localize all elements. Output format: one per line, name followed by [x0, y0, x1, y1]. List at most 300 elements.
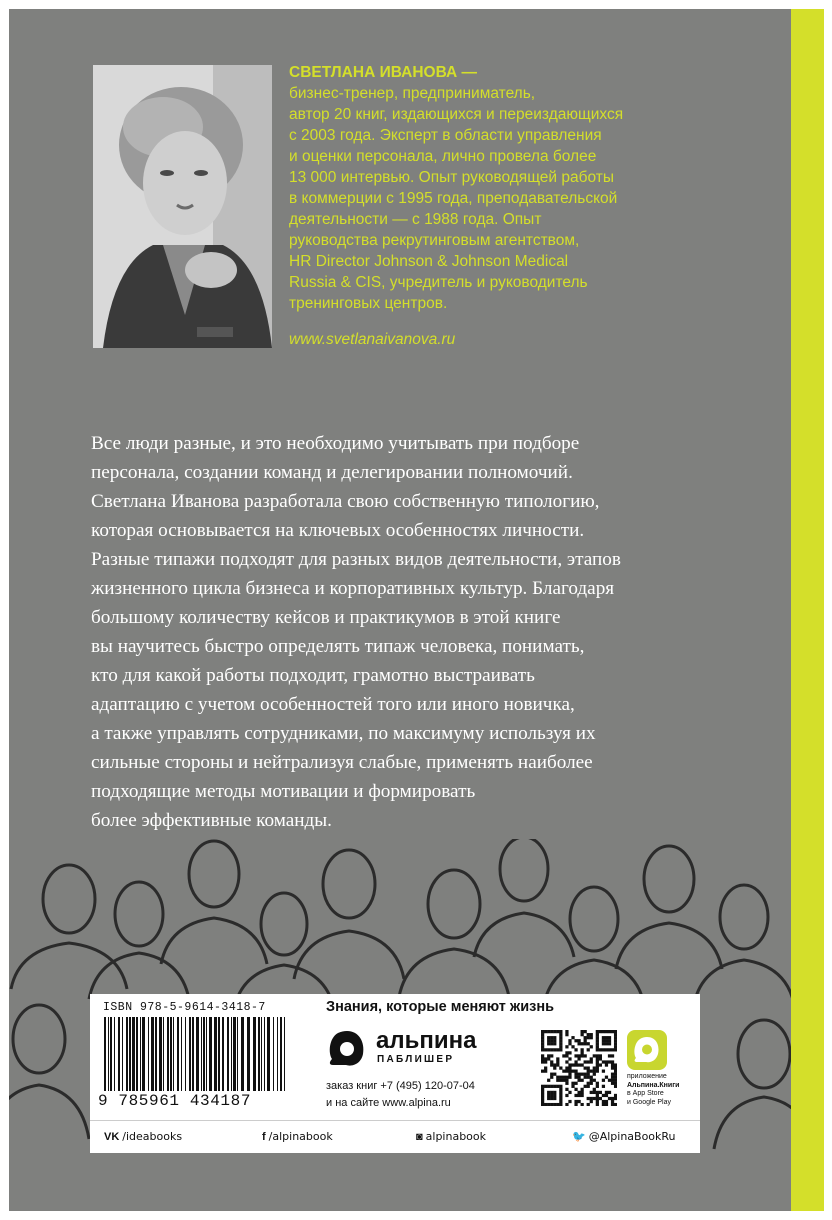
qr-module	[614, 1103, 617, 1106]
qr-module	[565, 1051, 568, 1054]
qr-module	[590, 1033, 593, 1036]
crowd-person	[544, 887, 644, 1004]
qr-module	[590, 1060, 593, 1063]
qr-module	[602, 1094, 605, 1097]
qr-module	[550, 1063, 553, 1066]
qr-module	[556, 1048, 559, 1051]
qr-module	[611, 1073, 614, 1076]
social-instagram-label: alpinabook	[425, 1130, 487, 1143]
qr-module	[565, 1070, 568, 1073]
barcode-bar	[181, 1017, 182, 1091]
qr-module	[581, 1030, 584, 1033]
publisher-subname: ПАБЛИШЕР	[377, 1054, 455, 1065]
qr-module	[587, 1097, 590, 1100]
qr-module	[608, 1097, 611, 1100]
qr-module	[544, 1085, 547, 1088]
qr-module	[608, 1048, 611, 1051]
qr-module	[565, 1094, 568, 1097]
qr-module	[556, 1076, 559, 1079]
qr-module	[596, 1036, 599, 1039]
qr-module	[550, 1039, 553, 1042]
qr-module	[587, 1082, 590, 1085]
qr-module	[611, 1082, 614, 1085]
qr-module	[602, 1030, 605, 1033]
qr-module	[577, 1039, 580, 1042]
qr-module	[559, 1100, 562, 1103]
qr-module	[599, 1048, 602, 1051]
qr-module	[596, 1066, 599, 1069]
qr-module	[574, 1070, 577, 1073]
qr-module	[559, 1079, 562, 1082]
qr-module	[544, 1057, 547, 1060]
qr-module	[577, 1079, 580, 1082]
qr-module	[596, 1033, 599, 1036]
qr-module	[584, 1076, 587, 1079]
qr-module	[568, 1063, 571, 1066]
barcode-bar	[155, 1017, 157, 1091]
barcode-bar	[118, 1017, 120, 1091]
qr-module	[605, 1048, 608, 1051]
qr-module	[553, 1073, 556, 1076]
barcode-bar	[196, 1017, 199, 1091]
qr-module	[614, 1094, 617, 1097]
qr-module	[571, 1036, 574, 1039]
qr-module	[614, 1033, 617, 1036]
description-line: адаптацию с учетом особенностей того или иного новичка,	[91, 694, 575, 715]
qr-module	[559, 1076, 562, 1079]
qr-module	[541, 1030, 544, 1033]
crowd-person	[9, 1005, 89, 1139]
qr-module	[608, 1030, 611, 1033]
barcode-bar	[277, 1017, 278, 1091]
qr-module	[553, 1030, 556, 1033]
qr-module	[593, 1088, 596, 1091]
qr-module	[547, 1085, 550, 1088]
description-line: персонала, создании команд и делегировании полномочий.	[91, 462, 573, 483]
qr-module	[574, 1103, 577, 1106]
barcode-bar	[132, 1017, 135, 1091]
qr-module	[596, 1070, 599, 1073]
qr-module	[584, 1060, 587, 1063]
description-line: а также управлять сотрудниками, по максимуму используя их	[91, 723, 596, 744]
qr-module	[568, 1039, 571, 1042]
barcode-bar	[280, 1017, 282, 1091]
qr-module	[602, 1039, 605, 1042]
qr-module	[574, 1076, 577, 1079]
barcode-bar	[177, 1017, 179, 1091]
qr-module	[559, 1042, 562, 1045]
qr-module	[602, 1100, 605, 1103]
qr-module	[590, 1076, 593, 1079]
barcode-image	[102, 1017, 292, 1091]
qr-module	[581, 1094, 584, 1097]
qr-module	[596, 1082, 599, 1085]
qr-module	[611, 1100, 614, 1103]
qr-module	[544, 1048, 547, 1051]
qr-module	[547, 1048, 550, 1051]
qr-module	[590, 1045, 593, 1048]
qr-module	[577, 1063, 580, 1066]
barcode-bar	[170, 1017, 172, 1091]
qr-module	[568, 1073, 571, 1076]
social-vk-link[interactable]	[104, 1130, 182, 1143]
author-bio-line: руководства рекрутинговым агентством,	[289, 232, 580, 249]
qr-module	[550, 1060, 553, 1063]
qr-module	[614, 1039, 617, 1042]
qr-module	[547, 1036, 550, 1039]
qr-module	[550, 1054, 553, 1057]
author-bio-line: и оценки персонала, лично провела более	[289, 148, 597, 165]
qr-module	[608, 1060, 611, 1063]
qr-module	[553, 1048, 556, 1051]
crowd-person	[714, 1020, 791, 1149]
qr-module	[596, 1048, 599, 1051]
description-line: Все люди разные, и это необходимо учитывать при подборе	[91, 433, 580, 454]
qr-module	[611, 1063, 614, 1066]
qr-module	[541, 1060, 544, 1063]
qr-module	[550, 1085, 553, 1088]
qr-module	[614, 1063, 617, 1066]
qr-module	[559, 1036, 562, 1039]
barcode-bar	[264, 1017, 265, 1091]
qr-module	[587, 1036, 590, 1039]
qr-module	[574, 1048, 577, 1051]
barcode-bar	[114, 1017, 115, 1091]
qr-module	[602, 1048, 605, 1051]
qr-module	[581, 1048, 584, 1051]
qr-module	[587, 1103, 590, 1106]
qr-module	[568, 1076, 571, 1079]
qr-module	[541, 1057, 544, 1060]
qr-module	[614, 1076, 617, 1079]
barcode-bar	[189, 1017, 191, 1091]
barcode-bar	[148, 1017, 149, 1091]
qr-module	[581, 1088, 584, 1091]
qr-module	[581, 1073, 584, 1076]
qr-module	[574, 1060, 577, 1063]
crowd-person	[616, 846, 722, 969]
qr-module	[584, 1030, 587, 1033]
qr-module	[608, 1036, 611, 1039]
qr-module	[596, 1103, 599, 1106]
author-bio-line: Russia & CIS, учредитель и руководитель	[289, 274, 588, 291]
qr-module	[565, 1082, 568, 1085]
qr-module	[574, 1063, 577, 1066]
qr-module	[559, 1094, 562, 1097]
qr-module	[565, 1076, 568, 1079]
qr-module	[547, 1094, 550, 1097]
qr-module	[584, 1073, 587, 1076]
barcode-bar	[140, 1017, 141, 1091]
crowd-person	[694, 885, 791, 1004]
qr-module	[605, 1094, 608, 1097]
qr-module	[611, 1079, 614, 1082]
qr-module	[544, 1103, 547, 1106]
qr-module	[614, 1042, 617, 1045]
qr-module	[571, 1070, 574, 1073]
qr-module	[608, 1091, 611, 1094]
qr-module	[590, 1057, 593, 1060]
qr-code[interactable]	[541, 1030, 617, 1106]
qr-module	[614, 1066, 617, 1069]
publisher-name: альпина	[376, 1027, 477, 1054]
qr-module	[599, 1030, 602, 1033]
crowd-person	[399, 870, 509, 997]
qr-module	[550, 1036, 553, 1039]
qr-module	[605, 1100, 608, 1103]
instagram-icon: ◙	[416, 1131, 423, 1143]
qr-module	[574, 1054, 577, 1057]
barcode-bar	[159, 1017, 162, 1091]
qr-module	[553, 1085, 556, 1088]
qr-module	[614, 1070, 617, 1073]
qr-module	[581, 1033, 584, 1036]
qr-module	[614, 1082, 617, 1085]
qr-module	[553, 1066, 556, 1069]
qr-module	[596, 1042, 599, 1045]
qr-module	[590, 1097, 593, 1100]
qr-module	[541, 1070, 544, 1073]
qr-module	[587, 1066, 590, 1069]
qr-module	[553, 1063, 556, 1066]
qr-module	[605, 1076, 608, 1079]
description-line: жизненного цикла бизнеса и корпоративных культур. Благодаря	[91, 578, 615, 599]
qr-module	[544, 1070, 547, 1073]
qr-module	[581, 1103, 584, 1106]
description-line: подходящие методы мотивации и формировать	[91, 781, 476, 802]
qr-module	[541, 1039, 544, 1042]
app-promo-line: Альпина.Книги	[627, 1081, 680, 1089]
qr-module	[562, 1079, 565, 1082]
isbn-label: ISBN 978-5-9614-3418-7	[103, 1001, 266, 1014]
qr-module	[590, 1091, 593, 1094]
qr-module	[541, 1100, 544, 1103]
qr-module	[577, 1057, 580, 1060]
qr-module	[605, 1103, 608, 1106]
qr-module	[596, 1030, 599, 1033]
qr-module	[602, 1042, 605, 1045]
spine-stripe	[791, 9, 824, 1211]
barcode-bar	[206, 1017, 207, 1091]
barcode-bar	[151, 1017, 154, 1091]
qr-module	[581, 1079, 584, 1082]
author-bio-line: в коммерции с 1995 года, преподавательской	[289, 190, 618, 207]
qr-module	[596, 1100, 599, 1103]
qr-module	[602, 1036, 605, 1039]
qr-module	[574, 1082, 577, 1085]
qr-module	[584, 1085, 587, 1088]
qr-module	[584, 1039, 587, 1042]
qr-module	[562, 1070, 565, 1073]
qr-module	[587, 1073, 590, 1076]
author-bio-line: автор 20 книг, издающихся и переиздающихся	[289, 106, 624, 123]
author-bio-line: тренинговых центров.	[289, 295, 448, 312]
alpina-books-app-icon[interactable]	[627, 1030, 667, 1070]
crowd-person	[474, 839, 574, 957]
qr-module	[577, 1094, 580, 1097]
qr-module	[556, 1085, 559, 1088]
qr-module	[602, 1103, 605, 1106]
qr-module	[596, 1085, 599, 1088]
qr-module	[559, 1030, 562, 1033]
barcode-bar	[284, 1017, 285, 1091]
qr-module	[559, 1048, 562, 1051]
order-phone: заказ книг +7 (495) 120-07-04	[326, 1080, 475, 1092]
qr-module	[605, 1042, 608, 1045]
author-portrait-illustration	[93, 65, 272, 348]
author-website: www.svetlanaivanova.ru	[289, 331, 456, 348]
barcode-bar	[173, 1017, 174, 1091]
author-bio	[289, 83, 759, 314]
qr-module	[565, 1045, 568, 1048]
barcode-bar	[110, 1017, 112, 1091]
qr-module	[614, 1048, 617, 1051]
qr-module	[611, 1030, 614, 1033]
qr-module	[553, 1097, 556, 1100]
qr-module	[568, 1070, 571, 1073]
qr-module	[581, 1054, 584, 1057]
qr-module	[596, 1060, 599, 1063]
barcode-bar	[129, 1017, 131, 1091]
qr-module	[605, 1039, 608, 1042]
qr-module	[562, 1054, 565, 1057]
qr-module	[547, 1030, 550, 1033]
qr-module	[602, 1060, 605, 1063]
qr-module	[574, 1094, 577, 1097]
qr-module	[574, 1100, 577, 1103]
barcode-bar	[261, 1017, 262, 1091]
qr-module	[605, 1036, 608, 1039]
qr-module	[541, 1085, 544, 1088]
qr-module	[553, 1091, 556, 1094]
author-info	[289, 62, 759, 350]
qr-module	[614, 1045, 617, 1048]
crowd-person	[89, 882, 189, 999]
description-line: более эффективные команды.	[91, 810, 332, 831]
qr-module	[541, 1048, 544, 1051]
qr-module	[547, 1097, 550, 1100]
qr-module	[596, 1039, 599, 1042]
qr-module	[577, 1076, 580, 1079]
author-photo	[93, 65, 272, 348]
qr-module	[553, 1036, 556, 1039]
qr-module	[541, 1103, 544, 1106]
qr-module	[587, 1060, 590, 1063]
qr-module	[550, 1073, 553, 1076]
barcode-bar	[247, 1017, 250, 1091]
qr-module	[593, 1073, 596, 1076]
qr-module	[593, 1070, 596, 1073]
qr-module	[571, 1085, 574, 1088]
qr-module	[568, 1091, 571, 1094]
qr-module	[568, 1042, 571, 1045]
qr-module	[553, 1094, 556, 1097]
qr-module	[596, 1094, 599, 1097]
qr-module	[553, 1042, 556, 1045]
qr-module	[547, 1103, 550, 1106]
qr-module	[596, 1057, 599, 1060]
qr-module	[550, 1097, 553, 1100]
qr-module	[593, 1091, 596, 1094]
qr-module	[587, 1085, 590, 1088]
qr-module	[581, 1051, 584, 1054]
barcode-bar	[231, 1017, 232, 1091]
qr-module	[587, 1042, 590, 1045]
crowd-person	[11, 865, 127, 989]
qr-module	[577, 1100, 580, 1103]
qr-module	[541, 1036, 544, 1039]
qr-module	[584, 1036, 587, 1039]
social-vk-label: /ideabooks	[122, 1130, 183, 1143]
qr-module	[556, 1060, 559, 1063]
barcode-bar	[126, 1017, 128, 1091]
crowd-person	[234, 893, 334, 1009]
qr-module	[599, 1091, 602, 1094]
qr-module	[584, 1042, 587, 1045]
qr-module	[544, 1066, 547, 1069]
author-bio-line: HR Director Johnson & Johnson Medical	[289, 253, 569, 270]
qr-module	[565, 1088, 568, 1091]
app-promo-line: и Google Play	[627, 1098, 671, 1106]
qr-module	[593, 1066, 596, 1069]
qr-module	[541, 1045, 544, 1048]
qr-module	[547, 1039, 550, 1042]
description-line: которая основывается на ключевых особенностях личности.	[91, 520, 585, 541]
barcode-bar	[227, 1017, 229, 1091]
barcode-bar	[185, 1017, 186, 1091]
social-twitter-link[interactable]	[572, 1130, 676, 1143]
barcode-bar	[233, 1017, 236, 1091]
qr-module	[550, 1048, 553, 1051]
vk-icon: VK	[104, 1131, 120, 1143]
qr-module	[568, 1051, 571, 1054]
social-facebook-label: /alpinabook	[268, 1130, 333, 1143]
qr-module	[581, 1063, 584, 1066]
social-facebook-link[interactable]	[262, 1130, 333, 1143]
order-website[interactable]: и на сайте www.alpina.ru	[326, 1097, 451, 1109]
qr-module	[581, 1042, 584, 1045]
qr-module	[614, 1036, 617, 1039]
qr-module	[541, 1088, 544, 1091]
qr-module	[593, 1097, 596, 1100]
barcode-bar	[209, 1017, 212, 1091]
twitter-icon: 🐦	[572, 1131, 586, 1143]
qr-module	[559, 1085, 562, 1088]
social-instagram-link[interactable]	[416, 1130, 486, 1143]
alpina-logo-icon	[326, 1028, 368, 1068]
qr-module	[550, 1091, 553, 1094]
qr-module	[553, 1103, 556, 1106]
qr-module	[590, 1036, 593, 1039]
qr-module	[547, 1091, 550, 1094]
qr-module	[556, 1103, 559, 1106]
qr-module	[614, 1030, 617, 1033]
qr-module	[599, 1054, 602, 1057]
qr-module	[605, 1030, 608, 1033]
description-line: кто для какой работы подходит, грамотно выстраивать	[91, 665, 535, 686]
qr-module	[590, 1082, 593, 1085]
qr-module	[611, 1066, 614, 1069]
app-logo-icon	[627, 1030, 667, 1070]
qr-module	[547, 1057, 550, 1060]
barcode-bar	[218, 1017, 220, 1091]
barcode-bar	[214, 1017, 217, 1091]
barcode-bar	[122, 1017, 123, 1091]
qr-module	[556, 1079, 559, 1082]
qr-module	[605, 1091, 608, 1094]
qr-module	[590, 1070, 593, 1073]
barcode-bar	[108, 1017, 109, 1091]
